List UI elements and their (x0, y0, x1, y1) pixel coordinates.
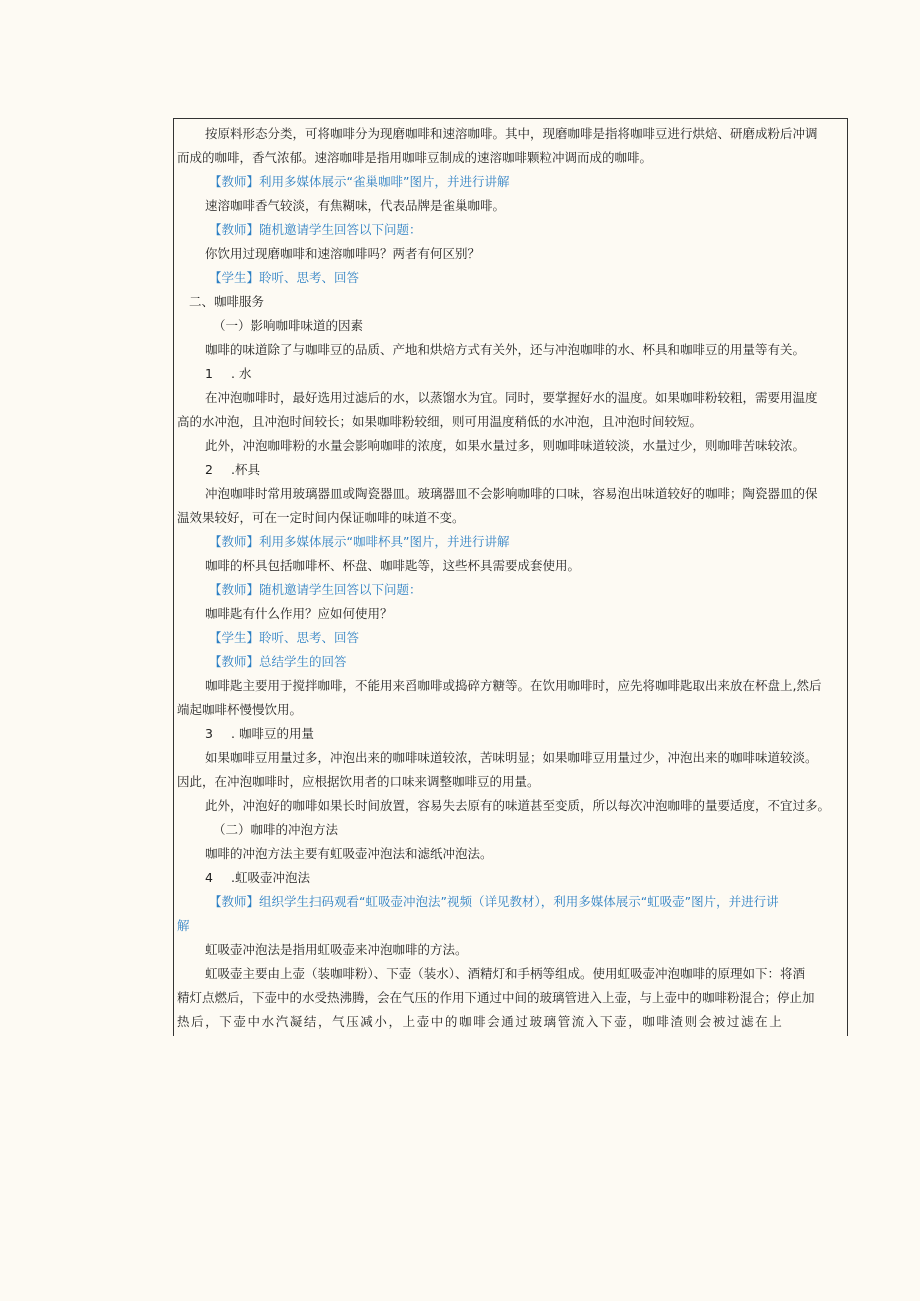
paragraph-line: 咖啡的杯具包括咖啡杯、杯盘、咖啡匙等，这些杯具需要成套使用。 (205, 558, 581, 573)
paragraph-line: 温效果较好，可在一定时间内保证咖啡的味道不变。 (177, 510, 465, 525)
subsection-heading: （二）咖啡的冲泡方法 (213, 822, 339, 837)
paragraph-line: 速溶咖啡香气较淡，有焦糊味，代表品牌是雀巢咖啡。 (205, 198, 506, 213)
paragraph-line: 端起咖啡杯慢慢饮用。 (177, 702, 303, 717)
teacher-note: 【教师】总结学生的回答 (209, 654, 347, 669)
item-heading (177, 726, 875, 742)
item-title: . 咖啡豆的用量 (231, 726, 314, 741)
paragraph-line: 咖啡匙主要用于搅拌咖啡，不能用来舀咖啡或捣碎方糖等。在饮用咖啡时，应先将咖啡匙取出来放在杯盘上,然后 (205, 678, 822, 693)
item-number: 4 (205, 870, 213, 885)
student-note: 【学生】聆听、思考、回答 (209, 630, 360, 645)
student-note: 【学生】聆听、思考、回答 (209, 270, 360, 285)
paragraph-line: 咖啡匙有什么作用？应如何使用？ (205, 606, 393, 621)
paragraph-line: 咖啡的味道除了与咖啡豆的品质、产地和烘焙方式有关外，还与冲泡咖啡的水、杯具和咖啡豆的用量等有关。 (205, 342, 806, 357)
item-heading (177, 366, 875, 382)
item-title: .虹吸壶冲泡法 (231, 870, 310, 885)
section-heading: 二、咖啡服务 (189, 294, 265, 309)
paragraph-line: 虹吸壶冲泡法是指用虹吸壶来冲泡咖啡的方法。 (205, 942, 468, 957)
teacher-note: 【教师】利用多媒体展示“咖啡杯具”图片，并进行讲解 (209, 534, 510, 549)
teacher-note: 解 (177, 918, 190, 933)
item-number: 1 (205, 366, 213, 381)
paragraph-line: 此外，冲泡咖啡粉的水量会影响咖啡的浓度，如果水量过多，则咖啡味道较淡，水量过少，则咖啡苦味较浓。 (205, 438, 806, 453)
paragraph-line: 热后，下壶中水汽凝结，气压减小，上壶中的咖啡会通过玻璃管流入下壶，咖啡渣则会被过滤在上 (177, 1014, 784, 1029)
teacher-note: 【教师】利用多媒体展示“雀巢咖啡”图片，并进行讲解 (209, 174, 510, 189)
item-number: 3 (205, 726, 213, 741)
item-title: . 水 (231, 366, 252, 381)
paragraph-line: 精灯点燃后，下壶中的水受热沸腾，会在气压的作用下通过中间的玻璃管进入上壶，与上壶中的咖啡粉混合；停止加 (177, 990, 815, 1005)
item-heading (177, 870, 875, 886)
item-title: .杯具 (231, 462, 260, 477)
paragraph-line: 虹吸壶主要由上壶（装咖啡粉）、下壶（装水）、酒精灯和手柄等组成。使用虹吸壶冲泡咖啡的原理如下：将酒 (205, 966, 806, 981)
paragraph-line: 你饮用过现磨咖啡和速溶咖啡吗？两者有何区别？ (205, 246, 481, 261)
paragraph-line: 按原料形态分类，可将咖啡分为现磨咖啡和速溶咖啡。其中，现磨咖啡是指将咖啡豆进行烘焙、研磨成粉后冲调 (205, 126, 818, 141)
paragraph-line: 因此，在冲泡咖啡时，应根据饮用者的口味来调整咖啡豆的用量。 (177, 774, 540, 789)
paragraph-line: 而成的咖啡，香气浓郁。速溶咖啡是指用咖啡豆制成的速溶咖啡颗粒冲调而成的咖啡。 (177, 150, 653, 165)
paragraph-line: 高的水冲泡，且冲泡时间较长；如果咖啡粉较细，则可用温度稍低的水冲泡，且冲泡时间较短。 (177, 414, 703, 429)
paragraph-line: 在冲泡咖啡时，最好选用过滤后的水，以蒸馏水为宜。同时，要掌握好水的温度。如果咖啡粉较粗，需要用温度 (205, 390, 818, 405)
teacher-note: 【教师】随机邀请学生回答以下问题： (209, 582, 422, 597)
teacher-note: 【教师】组织学生扫码观看“虹吸壶冲泡法”视频（详见教材），利用多媒体展示“虹吸壶”图片，并进行讲 (209, 894, 779, 909)
teacher-note: 【教师】随机邀请学生回答以下问题： (209, 222, 422, 237)
item-heading (177, 462, 875, 478)
paragraph-line: 如果咖啡豆用量过多，冲泡出来的咖啡味道较浓，苦味明显；如果咖啡豆用量过少，冲泡出来的咖啡味道较淡。 (205, 750, 818, 765)
paragraph-line: 冲泡咖啡时常用玻璃器皿或陶瓷器皿。玻璃器皿不会影响咖啡的口味，容易泡出味道较好的咖啡；陶瓷器皿的保 (205, 486, 818, 501)
subsection-heading: （一）影响咖啡味道的因素 (213, 318, 364, 333)
paragraph-line: 咖啡的冲泡方法主要有虹吸壶冲泡法和滤纸冲泡法。 (205, 846, 493, 861)
paragraph-line: 此外，冲泡好的咖啡如果长时间放置，容易失去原有的味道甚至变质，所以每次冲泡咖啡的量要适度，不宜过多。 (205, 798, 831, 813)
item-number: 2 (205, 462, 213, 477)
